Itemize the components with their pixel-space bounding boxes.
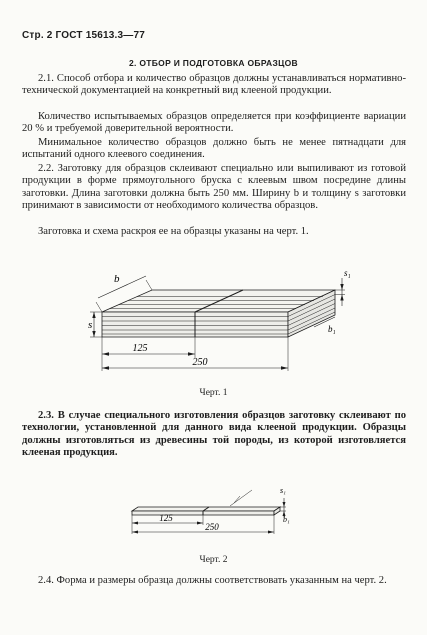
dim-label-b1: b₁	[328, 324, 336, 334]
dim-label-b: b	[114, 273, 120, 285]
page-header: Стр. 2 ГОСТ 15613.3—77	[22, 30, 145, 41]
fig2-dim-label-s1: s₁	[280, 486, 286, 495]
section-title: 2. ОТБОР И ПОДГОТОВКА ОБРАЗЦОВ	[129, 58, 298, 68]
paragraph-figure-ref: Заготовка и схема раскроя ее на образцы указаны на черт. 1.	[38, 226, 309, 237]
dim-label-s1: s₁	[344, 268, 351, 278]
dim-line-b	[98, 276, 146, 298]
figure-2-caption: Черт. 2	[199, 555, 228, 565]
dim-label-s: s	[88, 319, 93, 331]
paragraph-2-2: 2.2. Заготовку для образцов склеивают специально или выпиливают из готовой продукции в форме прямоугольного бруска с клеевым швом посредине длины заготовки. Длина заготовки должна быть 250 мм. Ширину b и толщину s заготовки принимают в зависимости от необходимого количества образцов.	[22, 163, 406, 212]
figure-1-caption: Черт. 1	[199, 388, 228, 398]
fig2-dim-label-b1: b₁	[283, 515, 290, 524]
figure-1-drawing	[90, 248, 355, 388]
dim-label-250: 250	[192, 357, 208, 368]
fig2-dim-label-125: 125	[159, 513, 173, 523]
paragraph-2-1: 2.1. Способ отбора и количество образцов должны устанавливаться нормативно-технической документацией на конкретный вид клееной продукции.	[22, 73, 406, 97]
fig2-leader	[230, 490, 252, 506]
figure-2-drawing	[122, 478, 292, 538]
paragraph-2-3: 2.3. В случае специального изготовления образцов заготовку склеивают по технологии, установленной для данного вида клееной продукции. Образцы должны изготовляться из древесины той породы, из которой изготовляется клееная продукция.	[22, 410, 406, 459]
dim-label-125: 125	[132, 343, 148, 354]
paragraph-2-4: 2.4. Форма и размеры образца должны соответствовать указанным на черт. 2.	[38, 575, 387, 586]
fig2-dim-label-250: 250	[205, 522, 219, 532]
paragraph-sample-count: Количество испытываемых образцов определяется при коэффициенте вариации 20 % и требуемой доверительной вероятности.	[22, 111, 406, 135]
paragraph-min-count: Минимальное количество образцов должно быть не менее пятнадцати для испытаний одного клеевого соединения.	[22, 137, 406, 161]
